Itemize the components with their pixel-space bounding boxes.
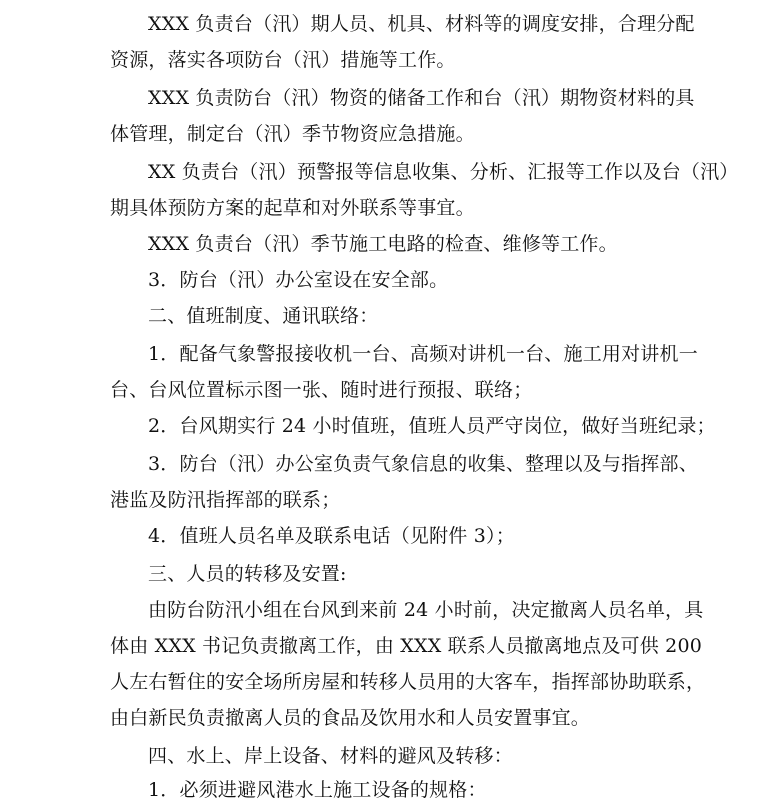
paragraph-line-6: 期具体预防方案的起草和对外联系等事宜。	[110, 197, 475, 219]
paragraph-line-14: 港监及防汛指挥部的联系；	[110, 489, 341, 511]
paragraph-line-22: 1．必须进避风港水上施工设备的规格：	[148, 779, 487, 801]
paragraph-line-4: 体管理，制定台（汛）季节物资应急措施。	[110, 123, 475, 145]
paragraph-line-15: 4．值班人员名单及联系电话（见附件 3）；	[148, 525, 515, 547]
paragraph-line-12: 2．台风期实行 24 小时值班，值班人员严守岗位，做好当班纪录；	[148, 415, 716, 437]
paragraph-line-3: XXX 负责防台（汛）物资的储备工作和台（汛）期物资材料的具	[148, 87, 695, 109]
section-heading-3: 三、人员的转移及安置:	[148, 563, 347, 585]
paragraph-line-20: 由白新民负责撤离人员的食品及饮用水和人员安置事宜。	[110, 707, 591, 729]
paragraph-line-2: 资源，落实各项防台（汛）措施等工作。	[110, 49, 456, 71]
paragraph-line-1: XXX 负责台（汛）期人员、机具、材料等的调度安排，合理分配	[148, 13, 695, 35]
paragraph-line-13: 3．防台（汛）办公室负责气象信息的收集、整理以及与指挥部、	[148, 453, 698, 475]
paragraph-line-19: 人左右暂住的安全场所房屋和转移人员用的大客车，指挥部协助联系，	[110, 671, 706, 693]
paragraph-line-7: XXX 负责台（汛）季节施工电路的检查、维修等工作。	[148, 233, 618, 255]
paragraph-line-18: 体由 XXX 书记负责撤离工作，由 XXX 联系人员撤离地点及可供 200	[110, 635, 703, 657]
section-heading-4: 四、水上、岸上设备、材料的避风及转移：	[148, 745, 513, 767]
paragraph-line-11: 台、台风位置标示图一张、随时进行预报、联络；	[110, 379, 533, 401]
paragraph-line-17: 由防台防汛小组在台风到来前 24 小时前，决定撤离人员名单，具	[148, 599, 704, 621]
paragraph-line-8: 3．防台（汛）办公室设在安全部。	[148, 269, 449, 291]
section-heading-2: 二、值班制度、通讯联络：	[148, 305, 379, 327]
paragraph-line-10: 1．配备气象警报接收机一台、高频对讲机一台、施工用对讲机一	[148, 343, 698, 365]
paragraph-line-5: XX 负责台（汛）预警报等信息收集、分析、汇报等工作以及台（汛）	[148, 161, 739, 183]
